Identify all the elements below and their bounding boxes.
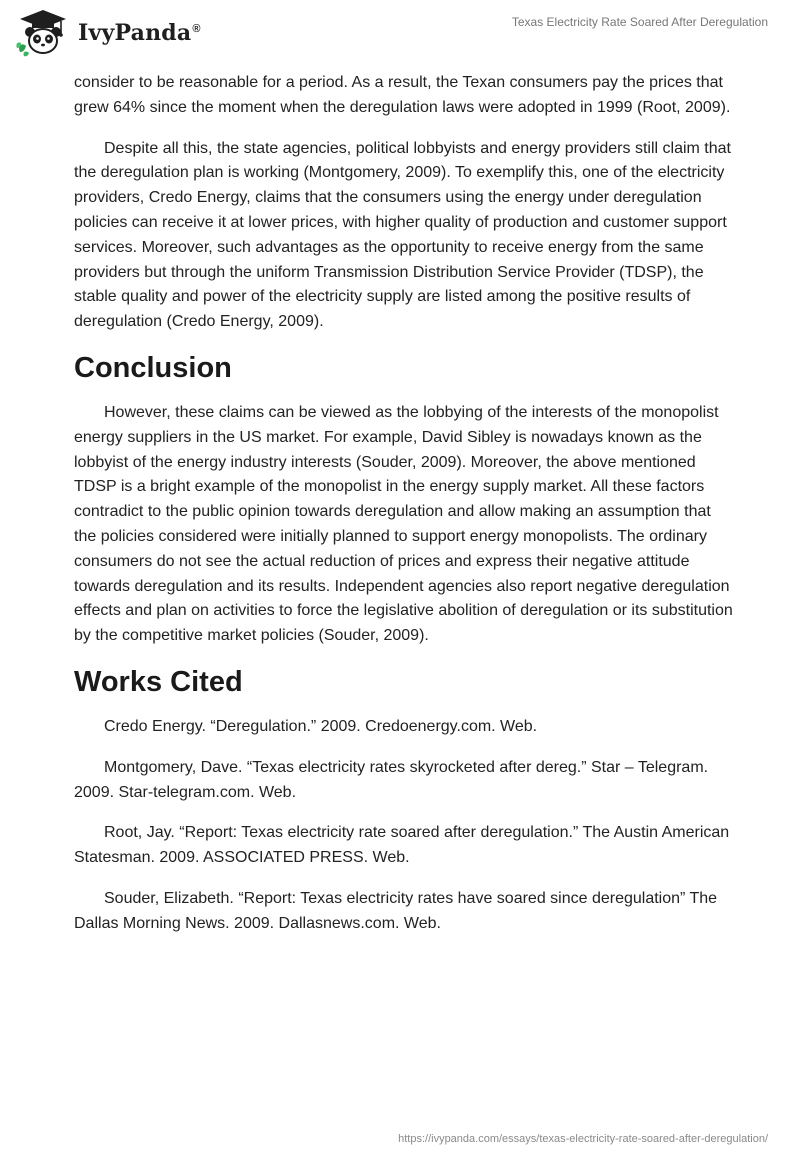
ivypanda-logo[interactable] — [14, 8, 201, 58]
conclusion-heading: Conclusion — [74, 351, 232, 384]
brand-name: IvyPanda® — [78, 20, 201, 46]
panda-graduate-icon — [14, 8, 72, 58]
page-header — [0, 0, 800, 64]
citation-item: Souder, Elizabeth. “Report: Texas electricity rates have soared since deregulation” The Dallas Morning News. 2009. Dallasnews.com. Web. — [74, 889, 718, 932]
body-paragraph: Despite all this, the state agencies, political lobbyists and energy providers still claim that the deregulation plan is working (Montgomery, 2009). To exemplify this, one of the electricity providers, Credo Energy, claims that the consumers using the energy under deregulation policies can receive it at lower prices, with higher quality of production and customer support services. Moreover, such advantages as the opportunity to receive energy from the same providers but through the uniform Transmission Distribution Service Provider (TDSP), the stable quality and power of the electricity supply are listed among the positive results of deregulation (Credo Energy, 2009). — [74, 139, 731, 331]
citation-item: Credo Energy. “Deregulation.” 2009. Credoenergy.com. Web. — [104, 717, 538, 735]
citation-item: Montgomery, Dave. “Texas electricity rates skyrocketed after dereg.” Star – Telegram. 2009. Star-telegram.com. Web. — [74, 758, 709, 801]
document-title: Texas Electricity Rate Soared After Deregulation — [511, 15, 768, 29]
body-paragraph: consider to be reasonable for a period. As a result, the Texan consumers pay the prices that grew 64% since the moment when the deregulation laws were adopted in 1999 (Root, 2009). — [74, 74, 731, 116]
essay-content — [74, 71, 734, 953]
works-cited-list — [74, 715, 734, 937]
works-cited-heading: Works Cited — [74, 665, 243, 698]
registered-mark: ® — [192, 22, 201, 35]
source-url-link[interactable]: https://ivypanda.com/essays/texas-electricity-rate-soared-after-deregulation/ — [398, 1133, 768, 1145]
citation-item: Root, Jay. “Report: Texas electricity rate soared after deregulation.” The Austin American Statesman. 2009. ASSOCIATED PRESS. Web. — [74, 824, 730, 867]
conclusion-paragraph: However, these claims can be viewed as the lobbying of the interests of the monopolist energy suppliers in the US market. For example, David Sibley is nowadays known as the lobbyist of the energy industry interests (Souder, 2009). Moreover, the above mentioned TDSP is a bright example of the monopolist in the energy supply market. All these factors contradict to the public opinion towards deregulation and allow making an assumption that the policies considered were initially planned to support energy monopolists. The ordinary consumers do not see the actual reduction of prices and express their negative attitude towards deregulation and its results. Independent agencies also report negative deregulation effects and plan on activities to force the legislative abolition of deregulation or its substitution by the competitive market policies (Souder, 2009). — [74, 403, 733, 645]
